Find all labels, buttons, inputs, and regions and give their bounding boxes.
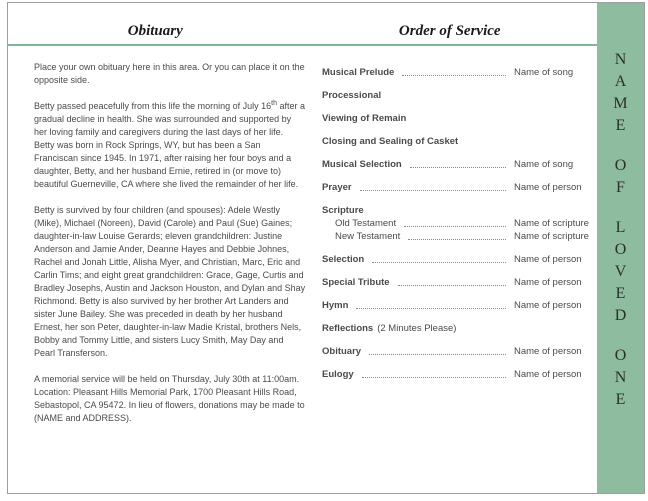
service-item (322, 204, 594, 217)
service-item-label: Musical Prelude (322, 67, 395, 78)
service-item-value: Name of person (514, 277, 582, 288)
sidebar-letter: O (614, 347, 627, 364)
service-item (322, 112, 594, 125)
service-item-label: Eulogy (322, 369, 354, 380)
dotted-leader (372, 262, 506, 263)
sidebar-word (613, 49, 627, 137)
service-item-value: Name of scripture (514, 218, 589, 229)
service-item (322, 299, 594, 312)
service-item (322, 230, 594, 243)
sidebar-word (615, 155, 627, 199)
obituary-paragraph: Betty passed peacefully from this life the morning of July 16th after a gradual decline in health. She was surrounded and supported by her loving family and caregivers during the last days of her life. Betty was born in Rock Springs, WY, but has been a San Franciscan since 1945. In 1971, after raising her four boys and a daughter, Betty, and her husband Ernie, retired in (or move to) beautiful Guerneville, CA where she lived the remainder of her life. (34, 100, 305, 189)
service-item-label: Closing and Sealing of Casket (322, 136, 459, 147)
service-item (322, 368, 594, 381)
service-item-label: Scripture (322, 205, 364, 216)
service-item-value: Name of scripture (514, 231, 589, 242)
dotted-leader (410, 167, 506, 168)
dotted-leader (369, 354, 506, 355)
service-item-note: (2 Minutes Please) (377, 323, 457, 334)
service-item (322, 253, 594, 266)
sidebar-letter: E (615, 391, 626, 408)
obituary-paragraph: A memorial service will be held on Thursday, July 30th at 11:00am. Location: Pleasant Hills Memorial Park, 1700 Pleasant Hills Road, Sebastopol, CA 95472. In lieu of flowers, donations may be made to (NAME and ADDRESS). (34, 374, 305, 423)
dotted-leader (362, 377, 506, 378)
dotted-leader (402, 75, 506, 76)
service-item-label: Old Testament (335, 218, 397, 229)
service-item-value: Name of person (514, 182, 582, 193)
service-item (322, 158, 594, 171)
obituary-paragraph: Betty is survived by four children (and spouses): Adele Westly (Mike), Michael (Noreen), David (Carole) and Paul (Sue) Gaines; daughter-in-law Louise Gerards; eleven grandchildren: Justine Anderson and Jamie Ander, Deanne Hayes and Debbie Johnes, Rachel and Jonah Little, Alisha Myer, and Christian, Marc, Eric and Carlin Tims; and eight great grandchildren: Grace, Gage, Curtis and Bradley Josephs, Austin and Jackson Houston, and Dylan and Shay Richmond. Betty is also survived by her brother Art Landers and sister June Bailey. She was preceded in death by her husband Ernest, her son Peter, daughter-in-law Madie Kristal, brothers Nels, Bobby and Tommy Little, and sisters Lucy Smith, May Day and Pearl Transferson. (34, 205, 306, 358)
dotted-leader (398, 285, 506, 286)
service-item-value: Name of person (514, 300, 582, 311)
service-item-label: Special Tribute (322, 277, 390, 288)
service-item-label: Musical Selection (322, 159, 402, 170)
sidebar-word (615, 217, 627, 327)
sidebar-letter: O (614, 241, 627, 258)
service-item (322, 322, 594, 335)
service-item-label: Hymn (322, 300, 349, 311)
sidebar-letter: O (614, 157, 627, 174)
sidebar-letter: D (614, 307, 627, 324)
obituary-title: Obituary (127, 23, 183, 39)
sidebar-word (615, 345, 627, 411)
service-item-value: Name of song (514, 67, 574, 78)
service-item-value: Name of song (514, 159, 574, 170)
service-item-label: Obituary (322, 346, 362, 357)
service-item (322, 135, 594, 148)
service-item (322, 217, 594, 230)
sidebar-letter: F (616, 179, 625, 196)
dotted-leader (356, 308, 506, 309)
obituary-text (34, 61, 306, 438)
service-item-value: Name of person (514, 369, 582, 380)
sidebar-letter: N (614, 369, 627, 386)
service-item-label: Reflections (322, 323, 374, 334)
service-item (322, 66, 594, 79)
sidebar-letter: N (614, 51, 627, 68)
sidebar-vertical-title (597, 3, 644, 411)
service-item (322, 181, 594, 194)
sidebar-name-banner (597, 3, 644, 493)
page-header (8, 3, 597, 46)
sidebar-letter: E (615, 285, 626, 302)
dotted-leader (408, 239, 506, 240)
dotted-leader (360, 190, 506, 191)
sidebar-letter: A (614, 73, 627, 90)
order-of-service-list (322, 66, 594, 391)
sidebar-letter: M (613, 95, 628, 112)
service-item (322, 276, 594, 289)
service-item-label: Viewing of Remain (322, 113, 407, 124)
service-item-label: Selection (322, 254, 365, 265)
service-item-value: Name of person (514, 254, 582, 265)
service-item (322, 345, 594, 358)
sidebar-letter: V (614, 263, 627, 280)
sidebar-letter: L (615, 219, 626, 236)
order-of-service-title: Order of Service (398, 23, 501, 39)
sidebar-letter: E (615, 117, 626, 134)
service-item-label: Prayer (322, 182, 352, 193)
obituary-paragraph: Place your own obituary here in this area. Or you can place it on the opposite side. (34, 62, 305, 85)
service-item-label: Processional (322, 90, 382, 101)
service-item (322, 89, 594, 102)
service-item-label: New Testament (335, 231, 401, 242)
dotted-leader (404, 226, 506, 227)
service-item-value: Name of person (514, 346, 582, 357)
funeral-program-page (7, 2, 645, 494)
